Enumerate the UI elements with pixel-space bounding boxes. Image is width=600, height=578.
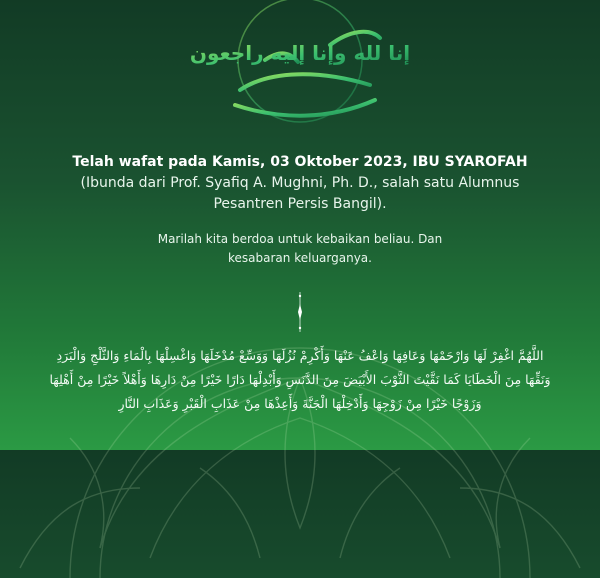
doa-line1: اللَّهُمَّ اغْفِرْ لَهَا وَارْحَمْهَا وَعَافِهَا وَاعْفُ عَنْهَا وَأَكْرِمْ نُزُلَهَا وَوَسِّعْ مُدْخَلَهَا وَاغْسِلْهَا بِالْمَاءِ وَالثَّلْجِ وَالْبَرَدِ [56,348,544,363]
prayer-invitation [0,230,600,268]
announcement-detail-line2: Pesantren Persis Bangil). [213,196,387,212]
calligraphy-text: إنا لله وإنا إليه راجعون [189,41,411,65]
prayer-invitation-line2: kesabaran keluarganya. [228,251,372,265]
announcement-lead: Telah wafat pada Kamis, 03 Oktober 2023, IBU SYAROFAH [72,154,528,170]
doa-line2: وَنَقِّهَا مِنَ الْخَطَايَا كَمَا نَقَّيْتَ الثَّوْبَ الأَبْيَضَ مِنَ الدَّنَسِ وَأَبْدِلْهَا دَارًا خَيْرًا مِنْ دَارِهَا وَأَهْلاً خَيْرًا مِنْ أَهْلِهَا [49,372,551,387]
announcement [0,152,600,215]
calligraphy-emblem [180,0,420,130]
announcement-detail-line1: (Ibunda dari Prof. Syafiq A. Mughni, Ph. D., salah satu Alumnus [80,175,520,191]
doa-arabic [40,344,560,416]
prayer-invitation-line1: Marilah kita berdoa untuk kebaikan beliau. Dan [157,232,443,246]
sparkle-icon [294,292,306,332]
doa-line3: وَزَوْجًا خَيْرًا مِنْ زَوْجِهَا وَأَدْخِلْهَا الْجَنَّةَ وَأَعِذْهَا مِنْ عَذَابِ الْقَبْرِ وَعَذَابِ النَّارِ [118,396,482,411]
